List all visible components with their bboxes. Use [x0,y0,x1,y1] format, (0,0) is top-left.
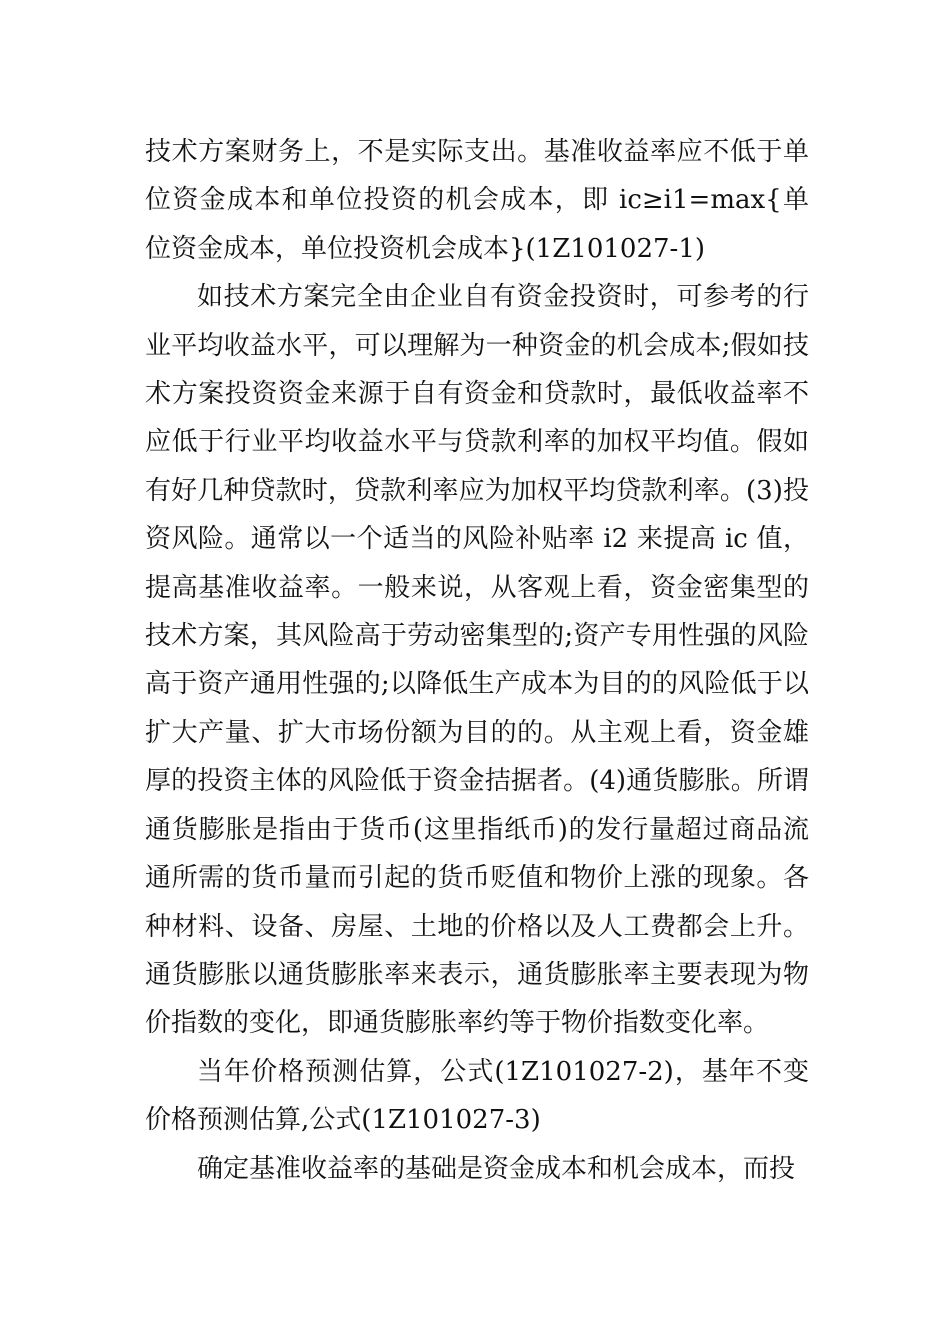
document-body [145,128,809,1193]
paragraph-investment-risk: 如技术方案完全由企业自有资金投资时，可参考的行业平均收益水平，可以理解为一种资金的机会成本;假如技术方案投资资金来源于自有资金和贷款时，最低收益率不应低于行业平均收益水平与贷款利率的加权平均值。假如有好几种贷款时，贷款利率应为加权平均贷款利率。(3)投资风险。通常以一个适当的风险补贴率 i2 来提高 ic 值，提高基准收益率。一般来说，从客观上看，资金密集型的技术方案，其风险高于劳动密集型的;资产专用性强的风险高于资产通用性强的;以降低生产成本为目的的风险低于以扩大产量、扩大市场份额为目的的。从主观上看，资金雄厚的投资主体的风险低于资金拮据者。(4)通货膨胀。所谓通货膨胀是指由于货币(这里指纸币)的发行量超过商品流通所需的货币量而引起的货币贬值和物价上涨的现象。各种材料、设备、房屋、土地的价格以及人工费都会上升。通货膨胀以通货膨胀率来表示，通货膨胀率主要表现为物价指数的变化，即通货膨胀率约等于物价指数变化率。 [145,282,809,1039]
paragraph-benchmark-basis: 确定基准收益率的基础是资金成本和机会成本，而投 [197,1153,796,1184]
paragraph-price-estimation: 当年价格预测估算，公式(1Z101027-2)，基年不变价格预测估算,公式(1Z101027-3) [145,1056,809,1136]
paragraph-continuation: 技术方案财务上，不是实际支出。基准收益率应不低于单位资金成本和单位投资的机会成本，即 ic≥i1=max{单位资金成本，单位投资机会成本}(1Z101027-1) [145,137,809,264]
